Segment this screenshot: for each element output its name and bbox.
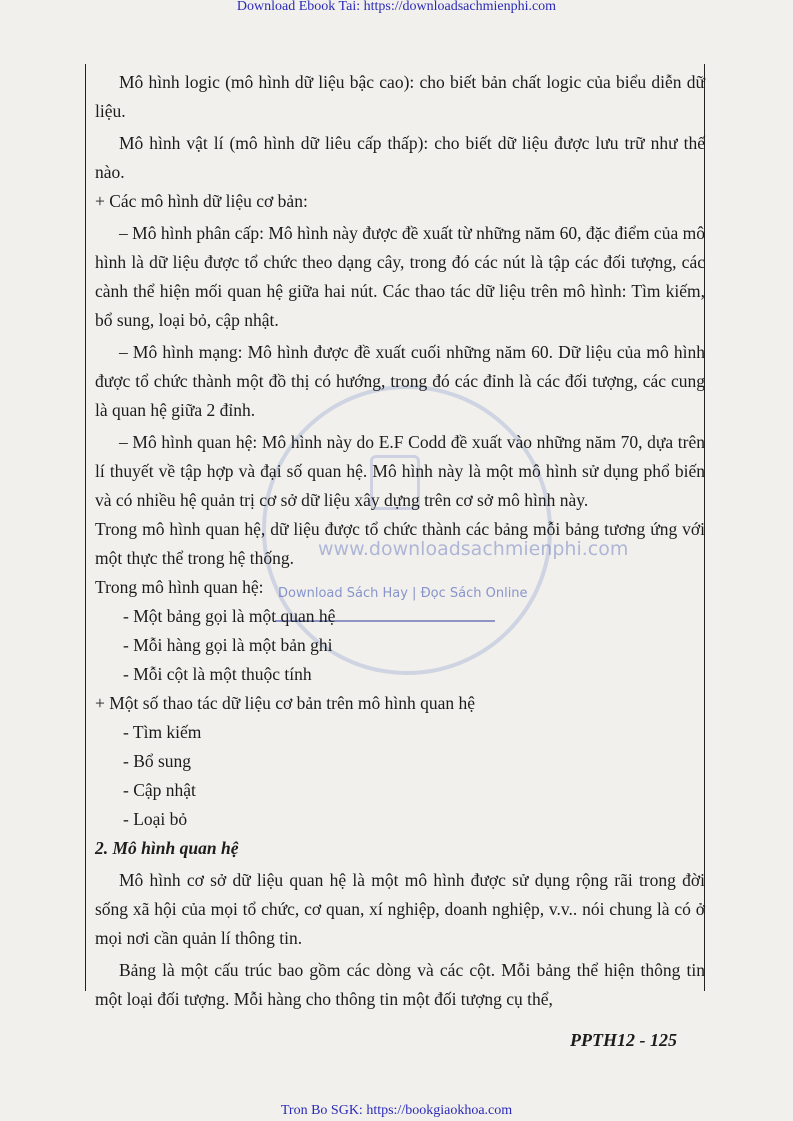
paragraph: Trong mô hình quan hệ, dữ liệu được tổ chức thành các bảng mỗi bảng tương ứng với một thực thể trong hệ thống.: [95, 519, 705, 568]
list-item: - Bổ sung: [123, 751, 192, 771]
watermark-tagline: Download Sách Hay | Đọc Sách Online: [278, 586, 528, 601]
list-item: - Cập nhật: [123, 780, 196, 800]
paragraph: Mô hình vật lí (mô hình dữ liêu cấp thấp): cho biết dữ liệu được lưu trữ như thế nào.: [95, 133, 705, 182]
paragraph: Trong mô hình quan hệ:: [95, 577, 264, 597]
list-item: - Tìm kiếm: [123, 722, 202, 742]
list-item: - Một bảng gọi là một quan hệ: [123, 606, 336, 626]
page-number: PPTH12 - 125: [570, 1030, 677, 1050]
paragraph: Mô hình cơ sở dữ liệu quan hệ là một mô hình được sử dụng rộng rãi trong đời sống xã hội của mọi tổ chức, cơ quan, xí nghiệp, doanh nghiệp, v.v.. nói chung là có ở mọi nơi cần quản lí thông tin.: [95, 870, 705, 948]
paragraph: + Một số thao tác dữ liệu cơ bản trên mô hình quan hệ: [95, 693, 475, 713]
list-item: - Mỗi hàng gọi là một bản ghi: [123, 635, 333, 655]
paragraph: – Mô hình phân cấp: Mô hình này được đề xuất từ những năm 60, đặc điểm của mô hình là dữ liệu được tổ chức theo dạng cây, trong đó các nút là tập các đối tượng, các cành thể hiện mối quan hệ giữa hai nút. Các thao tác dữ liệu trên mô hình: Tìm kiếm, bổ sung, loại bỏ, cập nhật.: [95, 223, 705, 330]
watermark-site: www.downloadsachmienphi.com: [318, 538, 629, 560]
paragraph: + Các mô hình dữ liệu cơ bản:: [95, 191, 308, 211]
paragraph: Mô hình logic (mô hình dữ liệu bậc cao): cho biết bản chất logic của biểu diễn dữ liệu.: [95, 72, 705, 121]
section-heading: 2. Mô hình quan hệ: [95, 838, 239, 858]
paragraph: Bảng là một cấu trúc bao gồm các dòng và các cột. Mỗi bảng thể hiện thông tin một loại đối tượng. Mỗi hàng cho thông tin một đối tượng cụ thể,: [95, 960, 705, 1009]
list-item: - Mỗi cột là một thuộc tính: [123, 664, 312, 684]
list-item: - Loại bỏ: [123, 809, 188, 829]
paragraph: – Mô hình quan hệ: Mô hình này do E.F Codd đề xuất vào những năm 70, dựa trên lí thuyết về tập hợp và đại số quan hệ. Mô hình này là một mô hình sử dụng phổ biến và có nhiều hệ quản trị cơ sở dữ liệu xây dựng trên cơ sở mô hình này.: [95, 432, 705, 510]
paragraph: – Mô hình mạng: Mô hình được đề xuất cuối những năm 60. Dữ liệu của mô hình được tổ chức thành một đồ thị có hướng, trong đó các đỉnh là các đối tượng, các cung là quan hệ giữa 2 đỉnh.: [95, 342, 705, 420]
page-body: [95, 68, 705, 1014]
top-download-banner[interactable]: Download Ebook Tai: https://downloadsachmienphi.com: [236, 0, 557, 14]
bottom-sgk-banner[interactable]: Tron Bo SGK: https://bookgiaokhoa.com: [280, 1103, 513, 1118]
